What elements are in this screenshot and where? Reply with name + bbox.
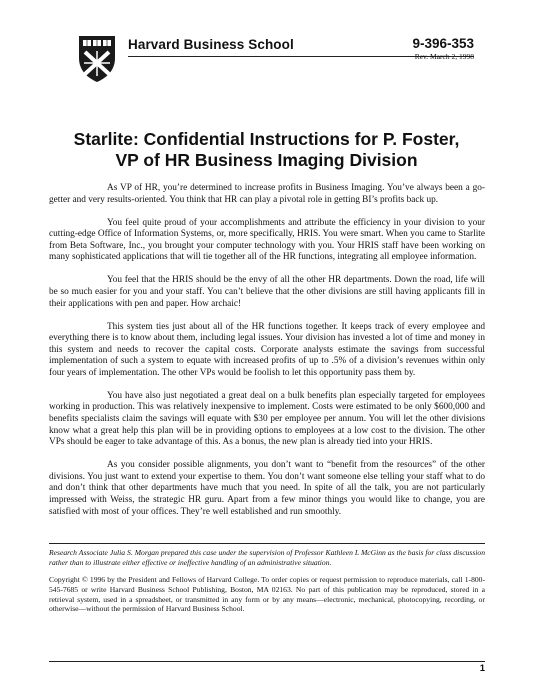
paragraph: This system ties just about all of the HR functions together. It keeps track of every employee and everything there is to know about them, including legal issues. Your division has invested a lot of time and money in this system and needs to recover the capital costs. Corporate analysts estimate the savings from successful implementation of such a system to equate with increased profits of up to .5% of a division’s revenues within only four years of implementation. The other VPs would be foolish to let this opportunity pass them by. (49, 321, 485, 378)
document-number: 9-396-353 (412, 36, 474, 51)
harvard-shield-icon (77, 34, 117, 84)
paragraph: As you consider possible alignments, you don’t want to “benefit from the resources” of the other divisions. You just want to extend your expertise to them. You don’t want someone else telling your staff what to do and don’t think that other departments have much that you need. In spite of all the talk, you are not particularly impressed with Weiss, the strategic HR guru. Apart from a few minor things you would like to change, you are satisfied with most of your offices. They’re well established and run smoothly. (49, 460, 485, 517)
title-line-1: Starlite: Confidential Instructions for P. Foster, (73, 129, 460, 149)
paragraph: You have also just negotiated a great deal on a bulk benefits plan especially targeted for employees working in production. This was relatively inexpensive to implement. Costs were estimated to be only $600,000 and benefits specialists claim the savings will equate with $30 per employee per annum. You will let the other divisions know what a great help this plan will be in providing options to employees at a low cost to the division. The other VPs should be eager to take advantage of this. As a bonus, the new plan is already tied into your HRIS. (49, 390, 485, 448)
revision-date: Rev. March 2, 1998 (414, 52, 474, 61)
footnote: Research Associate Julia S. Morgan prepared this case under the supervision of Professor Kathleen L McGinn as the basis for class discussion rather than to illustrate either effective or ineffective handling of an administrative situation. (49, 548, 485, 567)
title-line-2: VP of HR Business Imaging Division (115, 150, 418, 170)
copyright-notice: Copyright © 1996 by the President and Fellows of Harvard College. To order copies or request permission to reproduce materials, call 1-800-545-7685 or write Harvard Business School Publishing, Boston, MA 02163. No part of this publication may be reproduced, stored in a retrieval system, used in a spreadsheet, or transmitted in any form or by any means—electronic, mechanical, photocopying, recording, or otherwise—without the permission of Harvard Business School. (49, 575, 485, 614)
paragraph: You feel quite proud of your accomplishments and attribute the efficiency in your division to your cutting-edge Office of Information Systems, or, more specifically, HRIS. You were smart. When you came to Starlite from Beta Software, Inc., you brought your computer technology with you. Your HRIS staff have been working on many sophisticated applications that will tie together all of the HR functions, integrating all employee information. (49, 217, 485, 263)
paragraph: You feel that the HRIS should be the envy of all the other HR departments. Down the road, life will be so much easier for you and your staff. You can’t believe that the other divisions are still having applicants fill in their applications with pen and paper. How archaic! (49, 275, 485, 309)
page-number: 1 (479, 663, 485, 674)
document-title (40, 129, 493, 171)
document-body (49, 183, 485, 530)
footer-rule (49, 661, 485, 662)
paragraph: As VP of HR, you’re determined to increase profits in Business Imaging. You’ve always been a go-getter and very results-oriented. You think that HR can play a pivotal role in getting BI’s profits back up. (49, 183, 485, 205)
footnote-rule (49, 543, 485, 544)
school-name: Harvard Business School (128, 37, 294, 52)
